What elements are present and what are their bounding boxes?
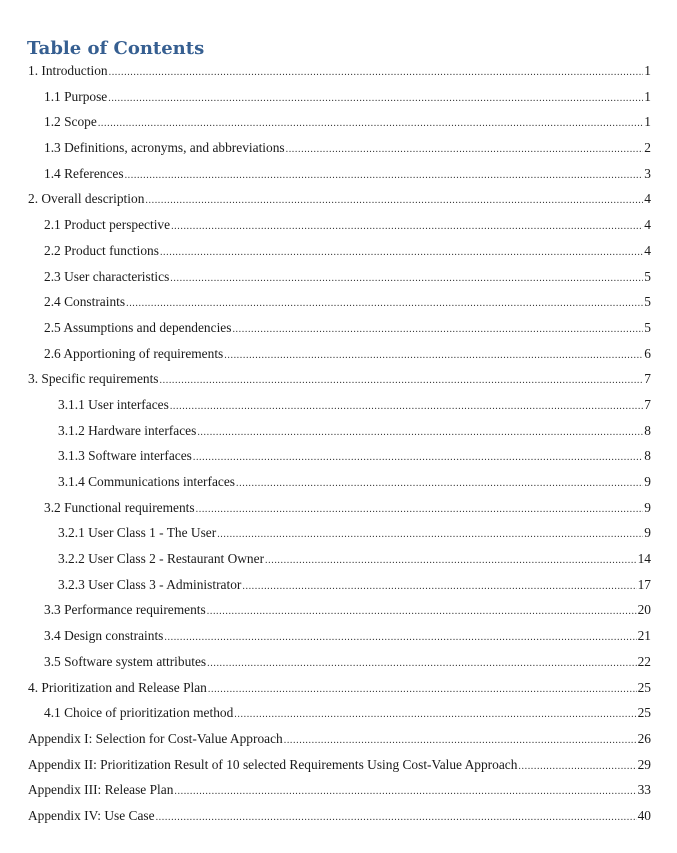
- toc-entry[interactable]: [0, 212, 677, 238]
- toc-entry-page-number: 1: [644, 88, 651, 104]
- toc-entry-page-number: 21: [637, 628, 651, 644]
- toc-entry-label: 3.2.3 User Class 3 - Administrator: [58, 576, 242, 592]
- dot-leader: [164, 625, 636, 651]
- toc-entry[interactable]: [0, 443, 677, 469]
- dot-leader: [108, 86, 643, 112]
- toc-entry[interactable]: [0, 649, 677, 675]
- toc-entry-label: 1.3 Definitions, acronyms, and abbreviations: [44, 140, 285, 156]
- toc-entry-label: 3.2 Functional requirements: [44, 499, 195, 515]
- dot-leader: [234, 702, 636, 728]
- toc-entry-page-number: 6: [644, 345, 651, 361]
- toc-entry-page-number: 9: [644, 474, 651, 489]
- toc-entry-page-number: 4: [644, 217, 651, 233]
- toc-entry-label: 2.5 Assumptions and dependencies: [44, 319, 232, 335]
- toc-entry[interactable]: [0, 726, 677, 752]
- dot-leader: [156, 805, 637, 831]
- toc-entry-page-number: 7: [644, 371, 651, 387]
- toc-entry-label: 3.2.2 User Class 2 - Restaurant Owner: [58, 551, 265, 567]
- dot-leader: [207, 651, 636, 677]
- toc-entry-label: 1.2 Scope: [44, 114, 97, 130]
- toc-entry-label: 2.3 User characteristics: [44, 268, 170, 284]
- dot-leader: [109, 60, 644, 86]
- toc-list: [0, 58, 677, 829]
- toc-entry-label: 2.2 Product functions: [44, 242, 159, 258]
- toc-entry[interactable]: [0, 289, 677, 315]
- toc-entry-label: 3.3 Performance requirements: [44, 602, 206, 618]
- toc-entry[interactable]: [0, 238, 677, 264]
- toc-entry-page-number: 7: [644, 396, 651, 412]
- toc-entry-label: 3.1.2 Hardware interfaces: [58, 422, 197, 438]
- dot-leader: [232, 317, 643, 343]
- toc-entry[interactable]: [0, 675, 677, 701]
- toc-entry-label: 3.5 Software system attributes: [44, 653, 207, 669]
- toc-entry[interactable]: [0, 752, 677, 778]
- toc-entry-label: 2. Overall description: [28, 191, 145, 207]
- toc-entry-label: Appendix II: Prioritization Result of 10 selected Requirements Using Cost-Value Approach: [28, 756, 518, 772]
- toc-entry[interactable]: [0, 341, 677, 367]
- toc-entry[interactable]: [0, 520, 677, 546]
- dot-leader: [196, 497, 644, 523]
- dot-leader: [171, 214, 643, 240]
- dot-leader: [518, 754, 636, 780]
- toc-entry-page-number: 1: [644, 63, 651, 78]
- toc-entry-page-number: 2: [644, 140, 651, 156]
- dot-leader: [170, 394, 643, 420]
- dot-leader: [160, 240, 643, 266]
- toc-entry-page-number: 4: [644, 191, 651, 207]
- toc-entry-label: Appendix I: Selection for Cost-Value Approach: [28, 730, 283, 746]
- dot-leader: [126, 291, 643, 317]
- toc-entry-label: 3. Specific requirements: [28, 371, 159, 387]
- dot-leader: [174, 779, 636, 805]
- toc-entry-label: 3.1.3 Software interfaces: [58, 448, 192, 464]
- dot-leader: [193, 445, 643, 471]
- toc-entry[interactable]: [0, 546, 677, 572]
- toc-entry-page-number: 9: [644, 525, 651, 541]
- toc-entry-page-number: 33: [637, 782, 651, 798]
- toc-entry[interactable]: [0, 109, 677, 135]
- toc-entry-page-number: 25: [637, 705, 651, 721]
- toc-entry-label: 1.4 References: [44, 165, 124, 181]
- toc-entry[interactable]: [0, 597, 677, 623]
- toc-entry-label: 3.1.4 Communications interfaces: [58, 474, 236, 489]
- toc-entry[interactable]: [0, 315, 677, 341]
- dot-leader: [236, 471, 643, 497]
- toc-entry-page-number: 22: [637, 653, 651, 669]
- dot-leader: [242, 574, 636, 600]
- toc-entry-page-number: 40: [637, 807, 651, 823]
- dot-leader: [145, 188, 643, 214]
- dot-leader: [125, 163, 644, 189]
- toc-entry[interactable]: [0, 803, 677, 829]
- toc-entry[interactable]: [0, 700, 677, 726]
- toc-title: Table of Contents: [27, 38, 205, 59]
- toc-entry-label: Appendix IV: Use Case: [28, 807, 155, 823]
- toc-entry-page-number: 4: [644, 242, 651, 258]
- toc-entry-page-number: 29: [637, 756, 651, 772]
- toc-entry-label: 2.6 Apportioning of requirements: [44, 345, 224, 361]
- toc-entry[interactable]: [0, 392, 677, 418]
- toc-entry-page-number: 5: [644, 268, 651, 284]
- toc-entry-label: 3.1.1 User interfaces: [58, 396, 169, 412]
- dot-leader: [98, 111, 643, 137]
- dot-leader: [170, 266, 643, 292]
- toc-entry[interactable]: [0, 418, 677, 444]
- toc-entry[interactable]: [0, 777, 677, 803]
- dot-leader: [197, 420, 643, 446]
- dot-leader: [265, 548, 637, 574]
- dot-leader: [217, 522, 643, 548]
- toc-entry-label: 3.2.1 User Class 1 - The User: [58, 525, 217, 541]
- toc-entry-label: 3.4 Design constraints: [44, 628, 164, 644]
- toc-entry[interactable]: [0, 264, 677, 290]
- toc-entry-page-number: 14: [637, 551, 651, 567]
- dot-leader: [224, 343, 643, 369]
- dot-leader: [286, 137, 644, 163]
- toc-entry[interactable]: [0, 84, 677, 110]
- toc-entry-page-number: 1: [644, 114, 651, 130]
- toc-entry[interactable]: [0, 135, 677, 161]
- toc-entry[interactable]: [0, 366, 677, 392]
- toc-entry[interactable]: [0, 161, 677, 187]
- toc-entry-label: 1.1 Purpose: [44, 88, 108, 104]
- toc-entry[interactable]: [0, 572, 677, 598]
- toc-entry-label: 1. Introduction: [28, 63, 108, 78]
- toc-entry-page-number: 26: [637, 730, 651, 746]
- toc-entry[interactable]: [0, 495, 677, 521]
- toc-entry[interactable]: [0, 469, 677, 495]
- toc-entry-label: 4.1 Choice of prioritization method: [44, 705, 234, 721]
- toc-entry-page-number: 20: [637, 602, 651, 618]
- toc-entry[interactable]: [0, 58, 677, 84]
- toc-entry-page-number: 3: [644, 165, 651, 181]
- toc-entry-label: 4. Prioritization and Release Plan: [28, 679, 207, 695]
- toc-entry-page-number: 8: [644, 448, 651, 464]
- toc-entry[interactable]: [0, 186, 677, 212]
- dot-leader: [207, 599, 637, 625]
- toc-entry-page-number: 25: [637, 679, 651, 695]
- dot-leader: [284, 728, 637, 754]
- toc-entry[interactable]: [0, 623, 677, 649]
- dot-leader: [208, 677, 637, 703]
- toc-entry-page-number: 17: [637, 576, 651, 592]
- toc-entry-label: 2.1 Product perspective: [44, 217, 171, 233]
- toc-entry-label: Appendix III: Release Plan: [28, 782, 174, 798]
- toc-entry-page-number: 9: [644, 499, 651, 515]
- toc-entry-page-number: 5: [644, 319, 651, 335]
- toc-entry-page-number: 8: [644, 422, 651, 438]
- dot-leader: [160, 368, 644, 394]
- toc-entry-label: 2.4 Constraints: [44, 294, 126, 310]
- toc-entry-page-number: 5: [644, 294, 651, 310]
